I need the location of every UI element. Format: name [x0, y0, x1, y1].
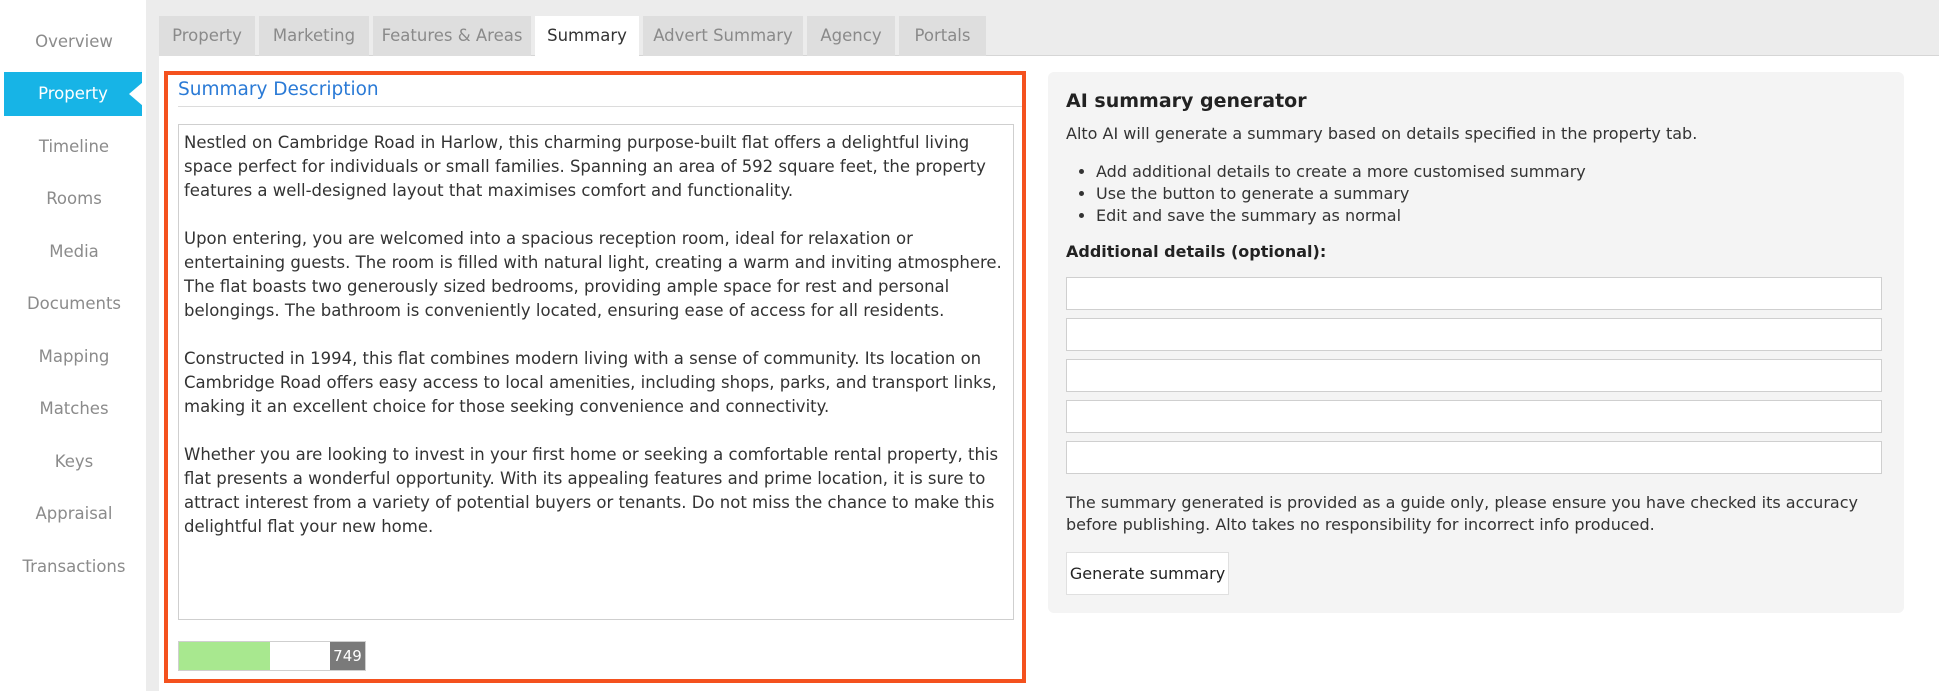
- sidebar-item-overview[interactable]: [4, 20, 144, 64]
- sidebar-item-label: Property: [38, 84, 108, 103]
- character-count: 749: [330, 642, 365, 670]
- generate-summary-button[interactable]: Generate summary: [1066, 552, 1229, 595]
- tab-summary[interactable]: [535, 16, 639, 57]
- list-item: • Use the button to generate a summary: [1096, 183, 1586, 205]
- additional-detail-input-2[interactable]: [1066, 318, 1882, 351]
- tab-label: Portals: [914, 26, 971, 45]
- tab-label: Features & Areas: [381, 26, 523, 45]
- tab-marketing[interactable]: [259, 16, 369, 56]
- sidebar-item-label: Timeline: [38, 137, 110, 156]
- tab-portals[interactable]: [899, 16, 986, 56]
- sidebar-item-transactions[interactable]: [4, 545, 144, 589]
- content-gutter: [146, 0, 159, 691]
- sidebar-item-matches[interactable]: [4, 387, 144, 431]
- sidebar-item-label: Media: [49, 242, 99, 261]
- sidebar-item-label: Rooms: [46, 189, 102, 208]
- sidebar-item-label: Matches: [39, 399, 109, 418]
- sidebar: [0, 0, 146, 691]
- tab-features-areas[interactable]: [373, 16, 531, 56]
- sidebar-item-appraisal[interactable]: [4, 492, 144, 536]
- sidebar-item-media[interactable]: [4, 230, 144, 274]
- sidebar-item-keys[interactable]: [4, 440, 144, 484]
- sidebar-item-label: Overview: [35, 32, 113, 51]
- additional-details-label: Additional details (optional):: [1066, 242, 1327, 261]
- list-item: • Add additional details to create a more customised summary: [1096, 161, 1586, 183]
- sidebar-item-mapping[interactable]: [4, 335, 144, 379]
- summary-paragraph: Upon entering, you are welcomed into a spacious reception room, ideal for relaxation or entertaining guests. The room is filled with natural light, creating a warm and inviting atmosphere. The flat boasts two generously sized bedrooms, providing ample space for rest and personal belongings. The bathroom is conveniently located, ensuring ease of access for all residents.: [184, 229, 1002, 320]
- tab-advert-summary[interactable]: [643, 16, 803, 56]
- sidebar-item-label: Transactions: [22, 557, 126, 576]
- tab-agency[interactable]: [807, 16, 895, 56]
- ai-disclaimer: The summary generated is provided as a guide only, please ensure you have checked its accuracy before publishing. Alto takes no responsibility for incorrect info produced.: [1066, 493, 1858, 534]
- sidebar-item-label: Keys: [54, 452, 94, 471]
- tab-label: Summary: [547, 26, 627, 45]
- summary-paragraph: Nestled on Cambridge Road in Harlow, this charming purpose-built flat offers a delightful living space perfect for individuals or small families. Spanning an area of 592 square feet, the property features a well-designed layout that maximises comfort and functionality.: [184, 133, 986, 200]
- ai-summary-panel: [1048, 72, 1904, 613]
- additional-detail-input-3[interactable]: [1066, 359, 1882, 392]
- ai-panel-title: AI summary generator: [1066, 90, 1307, 112]
- list-item: • Edit and save the summary as normal: [1096, 205, 1586, 227]
- summary-textarea[interactable]: [178, 124, 1014, 620]
- sidebar-item-timeline[interactable]: [4, 125, 144, 169]
- ai-tips-list: [1096, 161, 1586, 227]
- summary-panel: [164, 71, 1026, 683]
- sidebar-item-label: Appraisal: [35, 504, 113, 523]
- sidebar-item-documents[interactable]: [4, 282, 144, 326]
- summary-paragraph: Whether you are looking to invest in your first home or seeking a comfortable rental property, this flat presents a wonderful opportunity. With its appealing features and prime location, it is sure to attract interest from a variety of potential buyers or tenants. Do not miss the chance to make this delightful flat your new home.: [184, 445, 999, 536]
- tab-property[interactable]: [159, 16, 255, 56]
- ai-panel-description: Alto AI will generate a summary based on details specified in the property tab.: [1066, 124, 1698, 143]
- tab-label: Property: [172, 26, 242, 45]
- tab-label: Marketing: [272, 26, 356, 45]
- additional-detail-input-5[interactable]: [1066, 441, 1882, 474]
- tab-label: Advert Summary: [653, 26, 793, 45]
- sidebar-item-label: Documents: [26, 294, 122, 313]
- divider: [178, 106, 1022, 107]
- additional-detail-input-1[interactable]: [1066, 277, 1882, 310]
- active-indicator: [129, 82, 143, 106]
- sidebar-item-label: Mapping: [38, 347, 110, 366]
- counter-progress-fill: [179, 642, 270, 670]
- summary-title: Summary Description: [178, 79, 379, 100]
- tab-label: Agency: [820, 26, 882, 45]
- character-counter: [178, 641, 366, 671]
- additional-detail-input-4[interactable]: [1066, 400, 1882, 433]
- tab-bar: [159, 0, 1939, 56]
- summary-paragraph: Constructed in 1994, this flat combines modern living with a sense of community. Its location on Cambridge Road offers easy access to local amenities, including shops, parks, and transport links, making it an excellent choice for those seeking convenience and connectivity.: [184, 349, 997, 416]
- sidebar-item-rooms[interactable]: [4, 177, 144, 221]
- sidebar-item-property[interactable]: [4, 72, 142, 116]
